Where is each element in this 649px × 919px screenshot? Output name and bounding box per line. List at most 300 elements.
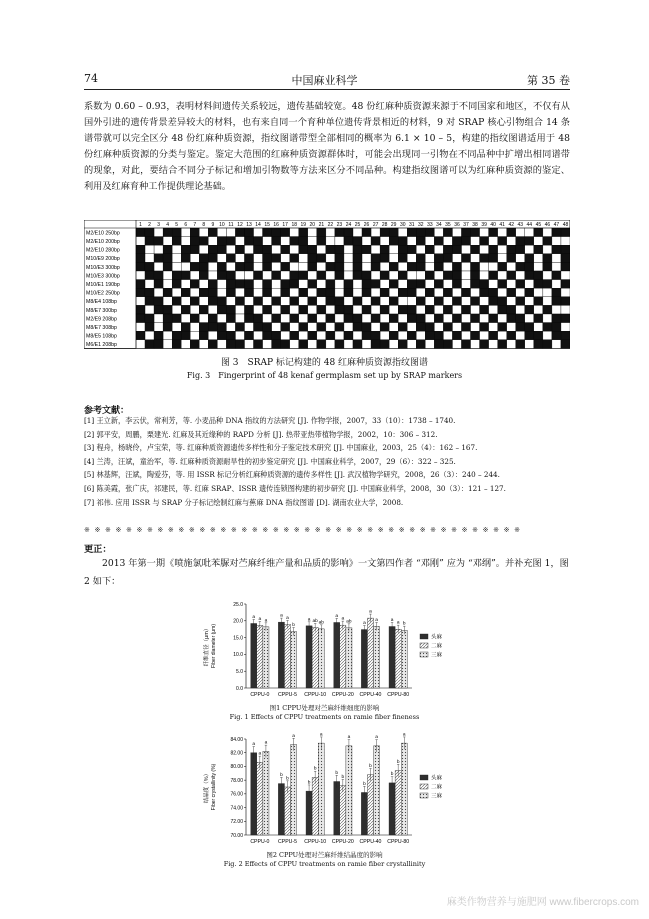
fingerprint-cell: [154, 297, 163, 306]
fingerprint-cell: [317, 254, 326, 263]
fingerprint-cell: [172, 305, 181, 314]
fingerprint-cell: [190, 305, 199, 314]
fingerprint-cell: [290, 228, 299, 237]
significance-label: a: [258, 751, 262, 757]
fingerprint-cell: [290, 297, 299, 306]
fiber-crystallinity-chart: [200, 733, 470, 849]
fingerprint-cell: [308, 254, 317, 263]
fingerprint-row-label: M10/E3 300bp: [86, 273, 120, 280]
fingerprint-cell: [136, 262, 145, 271]
fingerprint-cell: [561, 280, 570, 289]
fingerprint-cell: [443, 237, 452, 246]
fingerprint-cell: [525, 280, 534, 289]
fingerprint-cell: [136, 237, 145, 246]
reference-item: [1] 王立新，李云伏，常利芳，等. 小麦品种 DNA 指纹的方法研究 [J]. 作物学报，2007，33（10）：1738 – 1740.: [84, 416, 456, 425]
fingerprint-cell: [434, 331, 443, 340]
x-tick-label: CPPU-20: [331, 839, 354, 845]
fingerprint-cell: [154, 331, 163, 340]
fingerprint-cell: [290, 323, 299, 332]
fingerprint-cell: [534, 340, 543, 349]
fingerprint-cell: [434, 323, 443, 332]
fingerprint-cell: [163, 254, 172, 263]
significance-label: b: [402, 621, 406, 627]
fingerprint-cell: [443, 228, 452, 237]
fingerprint-cell: [534, 245, 543, 254]
fingerprint-cell: [335, 288, 344, 297]
fingerprint-cell: [380, 237, 389, 246]
fingerprint-cell: [507, 331, 516, 340]
fingerprint-cell: [136, 271, 145, 280]
fingerprint-cell: [534, 271, 543, 280]
fingerprint-cell: [344, 288, 353, 297]
fingerprint-cell: [534, 305, 543, 314]
fingerprint-cell: [561, 237, 570, 246]
legend-label: 二麻: [431, 784, 443, 791]
fingerprint-cell: [434, 314, 443, 323]
legend-label: 头麻: [431, 775, 443, 782]
fingerprint-cell: [443, 297, 452, 306]
fingerprint-cell: [254, 271, 263, 280]
bar: [251, 623, 257, 688]
significance-label: a: [375, 617, 378, 623]
fingerprint-cell: [272, 280, 281, 289]
fingerprint-cell: [552, 314, 561, 323]
fingerprint-cell: [145, 323, 154, 332]
fingerprint-row-label: M8/E7 300bp: [86, 307, 117, 314]
fingerprint-cell: [480, 280, 489, 289]
fingerprint-cell: [281, 340, 290, 349]
fingerprint-cell: [489, 254, 498, 263]
fingerprint-cell: [181, 237, 190, 246]
fingerprint-cell: [416, 331, 425, 340]
fingerprint-cell: [507, 340, 516, 349]
fig2-caption-cn: 图2 CPPU处理对苎麻纤维结晶度的影响: [266, 851, 383, 859]
fingerprint-cell: [443, 280, 452, 289]
fingerprint-column-label: 32: [418, 222, 424, 228]
fingerprint-cell: [145, 314, 154, 323]
fingerprint-cell: [181, 314, 190, 323]
bar: [278, 784, 284, 835]
fingerprint-cell: [245, 245, 254, 254]
fingerprint-cell: [272, 305, 281, 314]
fingerprint-cell: [371, 228, 380, 237]
fingerprint-cell: [281, 305, 290, 314]
fingerprint-cell: [480, 340, 489, 349]
fingerprint-cell: [543, 305, 552, 314]
fingerprint-cell: [163, 340, 172, 349]
fingerprint-cell: [407, 288, 416, 297]
fingerprint-cell: [380, 297, 389, 306]
x-tick-label: CPPU-5: [277, 692, 298, 698]
fingerprint-cell: [398, 271, 407, 280]
fingerprint-cell: [489, 228, 498, 237]
fingerprint-cell: [362, 228, 371, 237]
fingerprint-cell: [407, 237, 416, 246]
significance-label: a: [252, 742, 256, 748]
fingerprint-cell: [281, 228, 290, 237]
fingerprint-cell: [145, 237, 154, 246]
fingerprint-cell: [290, 280, 299, 289]
fingerprint-cell: [407, 323, 416, 332]
fingerprint-cell: [353, 254, 362, 263]
bar: [340, 625, 346, 688]
fingerprint-cell: [552, 331, 561, 340]
bar: [251, 753, 257, 835]
fingerprint-cell: [480, 228, 489, 237]
fingerprint-cell: [190, 245, 199, 254]
reference-item: [6] 陈美霞，张广庆，祁建民，等. 红麻 SRAP、ISSR 遗传连锁图构建的初步研究 [J]. 中国麻业科学，2008，30（3）：121 – 127.: [84, 483, 506, 493]
fingerprint-cell: [226, 323, 235, 332]
significance-label: b: [286, 776, 289, 782]
fingerprint-column-label: 2: [148, 222, 151, 228]
fingerprint-cell: [335, 237, 344, 246]
fingerprint-cell: [452, 262, 461, 271]
fingerprint-cell: [326, 254, 335, 263]
fingerprint-cell: [281, 262, 290, 271]
fingerprint-cell: [136, 340, 145, 349]
fingerprint-cell: [543, 245, 552, 254]
fingerprint-cell: [353, 271, 362, 280]
significance-label: a: [369, 609, 372, 615]
fingerprint-cell: [245, 305, 254, 314]
fingerprint-cell: [516, 262, 525, 271]
fingerprint-cell: [208, 245, 217, 254]
fingerprint-cell: [525, 254, 534, 263]
fingerprint-cell: [199, 271, 208, 280]
fingerprint-cell: [407, 297, 416, 306]
fingerprint-cell: [199, 245, 208, 254]
x-tick-label: CPPU-20: [331, 692, 354, 698]
fingerprint-cell: [407, 271, 416, 280]
fingerprint-column-label: 18: [291, 222, 298, 228]
fingerprint-cell: [561, 340, 570, 349]
fingerprint-cell: [552, 245, 561, 254]
fingerprint-cell: [425, 237, 434, 246]
fingerprint-cell: [254, 237, 263, 246]
fingerprint-cell: [181, 305, 190, 314]
fingerprint-cell: [552, 280, 561, 289]
fingerprint-cell: [498, 237, 507, 246]
significance-label: b: [335, 770, 339, 776]
fingerprint-cell: [217, 340, 226, 349]
significance-label: ab: [312, 618, 318, 624]
fingerprint-cell: [516, 331, 525, 340]
fingerprint-cell: [362, 340, 371, 349]
fingerprint-cell: [353, 314, 362, 323]
fingerprint-cell: [308, 340, 317, 349]
fingerprint-cell: [299, 228, 308, 237]
fingerprint-cell: [371, 323, 380, 332]
fingerprint-cell: [181, 280, 190, 289]
fingerprint-cell: [543, 254, 552, 263]
fingerprint-cell: [308, 297, 317, 306]
fingerprint-cell: [516, 340, 525, 349]
fingerprint-cell: [398, 297, 407, 306]
fingerprint-cell: [434, 340, 443, 349]
fingerprint-cell: [163, 323, 172, 332]
fingerprint-cell: [462, 237, 471, 246]
fingerprint-cell: [335, 314, 344, 323]
significance-label: b: [313, 766, 317, 772]
fingerprint-cell: [416, 237, 425, 246]
reference-item: [5] 林基辉，汪斌，陶爱芬，等. 用 ISSR 标记分析红麻种质资源的遗传多样性 [J]. 武汉植物学研究，2008，26（3）：240 – 244.: [84, 470, 500, 480]
fingerprint-cell: [208, 254, 217, 263]
fingerprint-cell: [398, 305, 407, 314]
fingerprint-cell: [181, 331, 190, 340]
significance-label: a: [341, 616, 345, 622]
fingerprint-cell: [362, 245, 371, 254]
fingerprint-cell: [272, 288, 281, 297]
fingerprint-cell: [163, 228, 172, 237]
fingerprint-cell: [317, 314, 326, 323]
fingerprint-cell: [208, 237, 217, 246]
fingerprint-row-label: M8/E4 108bp: [86, 299, 117, 306]
y-axis-label: 纤维直径（μm）: [204, 625, 210, 667]
correction-text: 2013 年第一期《喷施氯吡苯脲对苎麻纤维产量和品质的影响》一文第四作者 “邓刚” 应为 “邓纲”。并补充图 1，图 2 如下：: [84, 558, 569, 587]
fingerprint-cell: [263, 254, 272, 263]
fingerprint-cell: [344, 228, 353, 237]
fingerprint-cell: [254, 280, 263, 289]
fingerprint-cell: [525, 314, 534, 323]
fingerprint-cell: [154, 262, 163, 271]
bar: [389, 783, 395, 835]
fingerprint-cell: [425, 262, 434, 271]
significance-label: b: [363, 781, 366, 787]
fingerprint-cell: [516, 245, 525, 254]
fingerprint-cell: [308, 271, 317, 280]
y-tick-label: 5.0: [236, 669, 243, 675]
fingerprint-cell: [516, 237, 525, 246]
fingerprint-cell: [299, 314, 308, 323]
fingerprint-row-label: M10/E9 200bp: [86, 256, 120, 263]
fingerprint-cell: [416, 271, 425, 280]
fingerprint-cell: [245, 288, 254, 297]
fingerprint-cell: [425, 314, 434, 323]
fingerprint-cell: [561, 323, 570, 332]
fingerprint-cell: [507, 314, 516, 323]
fingerprint-cell: [136, 297, 145, 306]
fingerprint-cell: [389, 237, 398, 246]
fingerprint-cell: [371, 280, 380, 289]
fingerprint-cell: [507, 271, 516, 280]
fingerprint-column-label: 38: [472, 222, 478, 228]
fingerprint-cell: [163, 314, 172, 323]
fingerprint-cell: [272, 228, 281, 237]
fingerprint-cell: [525, 228, 534, 237]
fig3-caption-en: Fig. 3 Fingerprint of 48 kenaf germplasm set up by SRAP markers: [186, 371, 463, 380]
fingerprint-cell: [389, 314, 398, 323]
significance-label: a: [390, 617, 394, 623]
fingerprint-cell: [380, 254, 389, 263]
fingerprint-cell: [163, 305, 172, 314]
fingerprint-cell: [281, 280, 290, 289]
fingerprint-cell: [462, 271, 471, 280]
y-tick-label: 80.00: [230, 764, 243, 771]
fingerprint-cell: [489, 314, 498, 323]
fingerprint-cell: [362, 254, 371, 263]
fingerprint-cell: [452, 331, 461, 340]
fingerprint-cell: [181, 254, 190, 263]
fingerprint-cell: [471, 331, 480, 340]
bar: [395, 771, 401, 835]
fingerprint-cell: [507, 262, 516, 271]
fingerprint-cell: [199, 288, 208, 297]
x-tick-label: CPPU-0: [250, 839, 270, 845]
fingerprint-cell: [263, 280, 272, 289]
fingerprint-cell: [308, 228, 317, 237]
fingerprint-cell: [254, 288, 263, 297]
fingerprint-cell: [181, 297, 190, 306]
fingerprint-cell: [190, 271, 199, 280]
fingerprint-column-label: 42: [508, 222, 515, 228]
fingerprint-cell: [208, 340, 217, 349]
fingerprint-cell: [416, 254, 425, 263]
fingerprint-cell: [308, 305, 317, 314]
fingerprint-cell: [335, 297, 344, 306]
fingerprint-cell: [498, 245, 507, 254]
fingerprint-cell: [254, 314, 263, 323]
fingerprint-cell: [434, 228, 443, 237]
fingerprint-cell: [235, 271, 244, 280]
bar: [401, 743, 407, 835]
fingerprint-cell: [290, 288, 299, 297]
fingerprint-cell: [452, 237, 461, 246]
fingerprint-cell: [217, 297, 226, 306]
fingerprint-cell: [272, 262, 281, 271]
fingerprint-cell: [462, 323, 471, 332]
fingerprint-cell: [245, 271, 254, 280]
fingerprint-cell: [552, 228, 561, 237]
fingerprint-cell: [163, 262, 172, 271]
fingerprint-row-label: M2/E10 200bp: [86, 239, 120, 245]
fingerprint-cell: [145, 331, 154, 340]
fingerprint-cell: [489, 305, 498, 314]
significance-label: a: [375, 735, 378, 741]
fingerprint-cell: [425, 280, 434, 289]
fingerprint-cell: [335, 254, 344, 263]
fingerprint-cell: [154, 254, 163, 263]
fingerprint-cell: [434, 297, 443, 306]
fingerprint-cell: [380, 228, 389, 237]
fingerprint-cell: [263, 340, 272, 349]
fingerprint-cell: [245, 262, 254, 271]
fingerprint-cell: [462, 305, 471, 314]
fingerprint-cell: [226, 340, 235, 349]
fingerprint-cell: [208, 297, 217, 306]
fingerprint-cell: [190, 340, 199, 349]
fingerprint-cell: [353, 228, 362, 237]
fingerprint-row-label: M8/E7 308bp: [86, 325, 117, 331]
fingerprint-cell: [407, 254, 416, 263]
fingerprint-cell: [480, 271, 489, 280]
fingerprint-cell: [543, 262, 552, 271]
fingerprint-cell: [263, 245, 272, 254]
fingerprint-cell: [371, 237, 380, 246]
fingerprint-cell: [434, 262, 443, 271]
fingerprint-cell: [552, 237, 561, 246]
fingerprint-cell: [380, 340, 389, 349]
fingerprint-cell: [525, 245, 534, 254]
reference-item: [4] 兰涛，汪斌，童治军，等. 红麻种质资源耐旱性的初步鉴定研究 [J]. 中国麻业科学，2007，29（6）：322 – 325.: [84, 456, 456, 466]
fingerprint-cell: [344, 323, 353, 332]
fingerprint-cell: [272, 254, 281, 263]
fingerprint-cell: [299, 271, 308, 280]
legend-label: 三麻: [431, 793, 443, 800]
fingerprint-cell: [272, 323, 281, 332]
fingerprint-cell: [235, 280, 244, 289]
bar: [334, 622, 340, 688]
fingerprint-cell: [452, 254, 461, 263]
fingerprint-cell: [281, 237, 290, 246]
fingerprint-column-label: 25: [354, 222, 361, 228]
fingerprint-cell: [263, 297, 272, 306]
bar: [306, 626, 312, 688]
significance-label: a: [280, 613, 283, 619]
fingerprint-cell: [398, 254, 407, 263]
fingerprint-cell: [398, 262, 407, 271]
fingerprint-cell: [561, 254, 570, 263]
fingerprint-cell: [235, 245, 244, 254]
fingerprint-cell: [235, 331, 244, 340]
fingerprint-cell: [235, 305, 244, 314]
y-tick-label: 78.00: [230, 777, 243, 784]
fingerprint-cell: [389, 340, 398, 349]
fingerprint-cell: [299, 288, 308, 297]
fingerprint-cell: [407, 228, 416, 237]
fingerprint-column-label: 29: [390, 222, 397, 228]
fingerprint-cell: [407, 280, 416, 289]
fingerprint-cell: [516, 228, 525, 237]
fingerprint-cell: [534, 297, 543, 306]
fingerprint-cell: [507, 280, 516, 289]
fingerprint-cell: [353, 245, 362, 254]
fingerprint-cell: [172, 280, 181, 289]
fingerprint-cell: [452, 280, 461, 289]
fingerprint-cell: [452, 314, 461, 323]
fingerprint-cell: [498, 271, 507, 280]
fingerprint-cell: [425, 271, 434, 280]
fingerprint-cell: [254, 340, 263, 349]
bar: [346, 628, 352, 688]
fingerprint-cell: [516, 280, 525, 289]
fingerprint-cell: [199, 254, 208, 263]
fingerprint-cell: [335, 280, 344, 289]
fingerprint-cell: [281, 331, 290, 340]
fingerprint-cell: [498, 262, 507, 271]
fig3-caption-cn: 图 3 SRAP 标记构建的 48 红麻种质资源指纹图谱: [220, 358, 429, 368]
fingerprint-cell: [208, 314, 217, 323]
bar: [340, 786, 346, 835]
fingerprint-cell: [498, 331, 507, 340]
fingerprint-cell: [552, 254, 561, 263]
bar: [291, 632, 297, 688]
fingerprint-cell: [326, 237, 335, 246]
fingerprint-cell: [344, 262, 353, 271]
fingerprint-cell: [434, 237, 443, 246]
fingerprint-cell: [317, 271, 326, 280]
fingerprint-cell: [172, 288, 181, 297]
fingerprint-cell: [181, 323, 190, 332]
fingerprint-cell: [443, 288, 452, 297]
fingerprint-column-label: 7: [193, 222, 197, 228]
fingerprint-column-label: 13: [246, 222, 252, 228]
fingerprint-cell: [498, 340, 507, 349]
fingerprint-cell: [371, 271, 380, 280]
fingerprint-cell: [534, 254, 543, 263]
fingerprint-cell: [534, 237, 543, 246]
fingerprint-cell: [326, 340, 335, 349]
fingerprint-cell: [561, 271, 570, 280]
